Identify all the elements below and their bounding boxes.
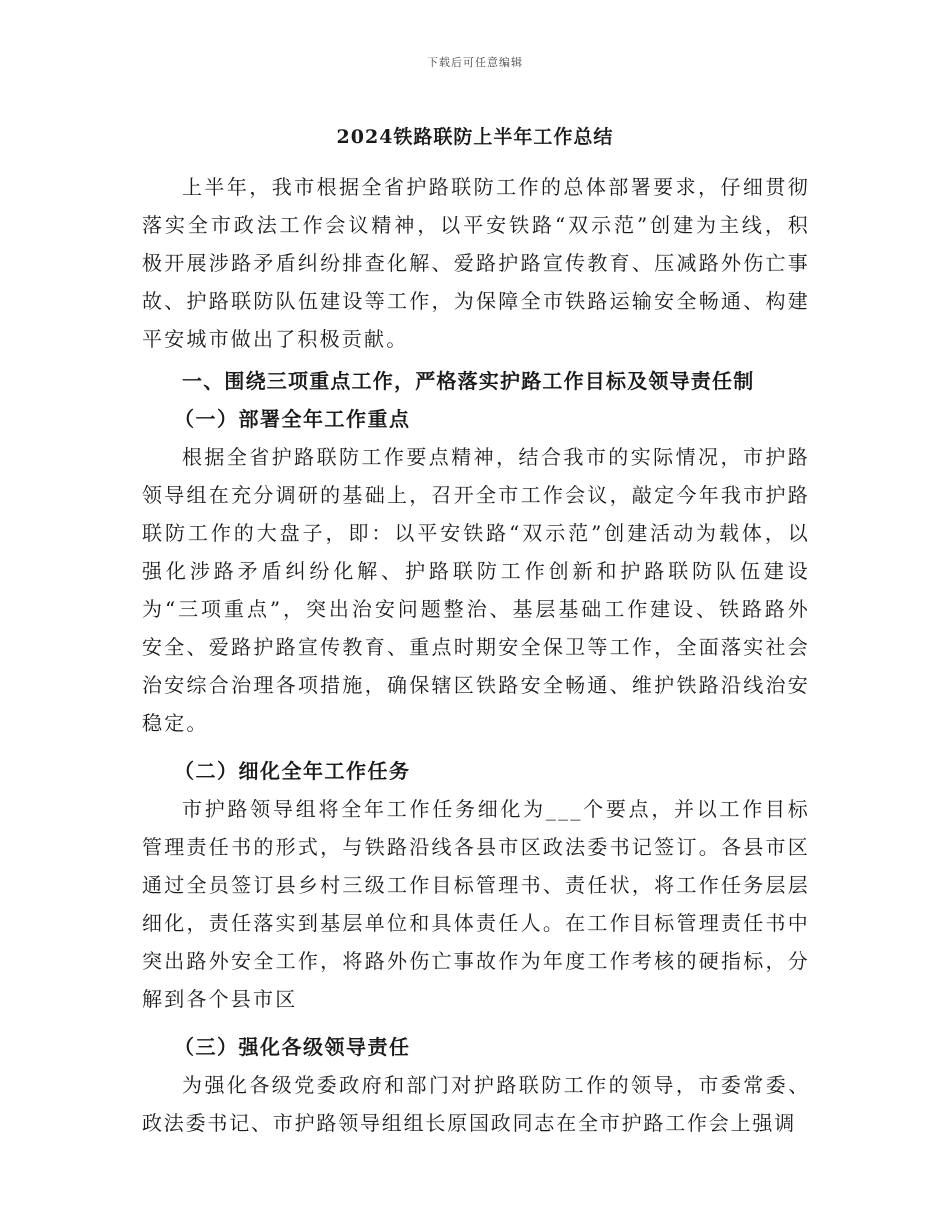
subsection-2-heading: （二）细化全年工作任务	[174, 759, 411, 783]
subsection-2-body: 市护路领导组将全年工作任务细化为___个要点，并以工作目标管理责任书的形式，与铁路沿线各县市区政法委书记签订。各县市区通过全员签订县乡村三级工作目标管理书、责任状，将工作任务层层细化，责任落实到基层单位和具体责任人。在工作目标管理责任书中突出路外安全工作，将路外伤亡事故作为年度工作考核的硬指标，分解到各个县市区	[142, 797, 810, 1011]
document-body	[142, 168, 810, 1142]
header-note: 下载后可任意编辑	[427, 56, 523, 69]
intro-paragraph: 上半年，我市根据全省护路联防工作的总体部署要求，仔细贯彻落实全市政法工作会议精神，以平安铁路“双示范”创建为主线，积极开展涉路矛盾纠纷排查化解、爱路护路宣传教育、压减路外伤亡事故、护路联防队伍建设等工作，为保障全市铁路运输安全畅通、构建平安城市做出了积极贡献。	[142, 175, 810, 351]
document-title: 2024铁路联防上半年工作总结	[336, 126, 614, 148]
subsection-3-body: 为强化各级党委政府和部门对护路联防工作的领导，市委常委、政法委书记、市护路领导组组长原国政同志在全市护路工作会上强调	[142, 1073, 810, 1135]
section-1-heading: 一、围绕三项重点工作，严格落实护路工作目标及领导责任制	[182, 369, 755, 393]
subsection-3-heading: （三）强化各级领导责任	[174, 1035, 411, 1059]
subsection-1-heading: （一）部署全年工作重点	[174, 407, 411, 431]
subsection-1-body: 根据全省护路联防工作要点精神，结合我市的实际情况，市护路领导组在充分调研的基础上，召开全市工作会议，敲定今年我市护路联防工作的大盘子，即：以平安铁路“双示范”创建活动为载体，以强化涉路矛盾纠纷化解、护路联防工作创新和护路联防队伍建设为“三项重点”，突出治安问题整治、基层基础工作建设、铁路路外安全、爱路护路宣传教育、重点时期安全保卫等工作，全面落实社会治安综合治理各项措施，确保辖区铁路安全畅通、维护铁路沿线治安稳定。	[142, 445, 810, 735]
